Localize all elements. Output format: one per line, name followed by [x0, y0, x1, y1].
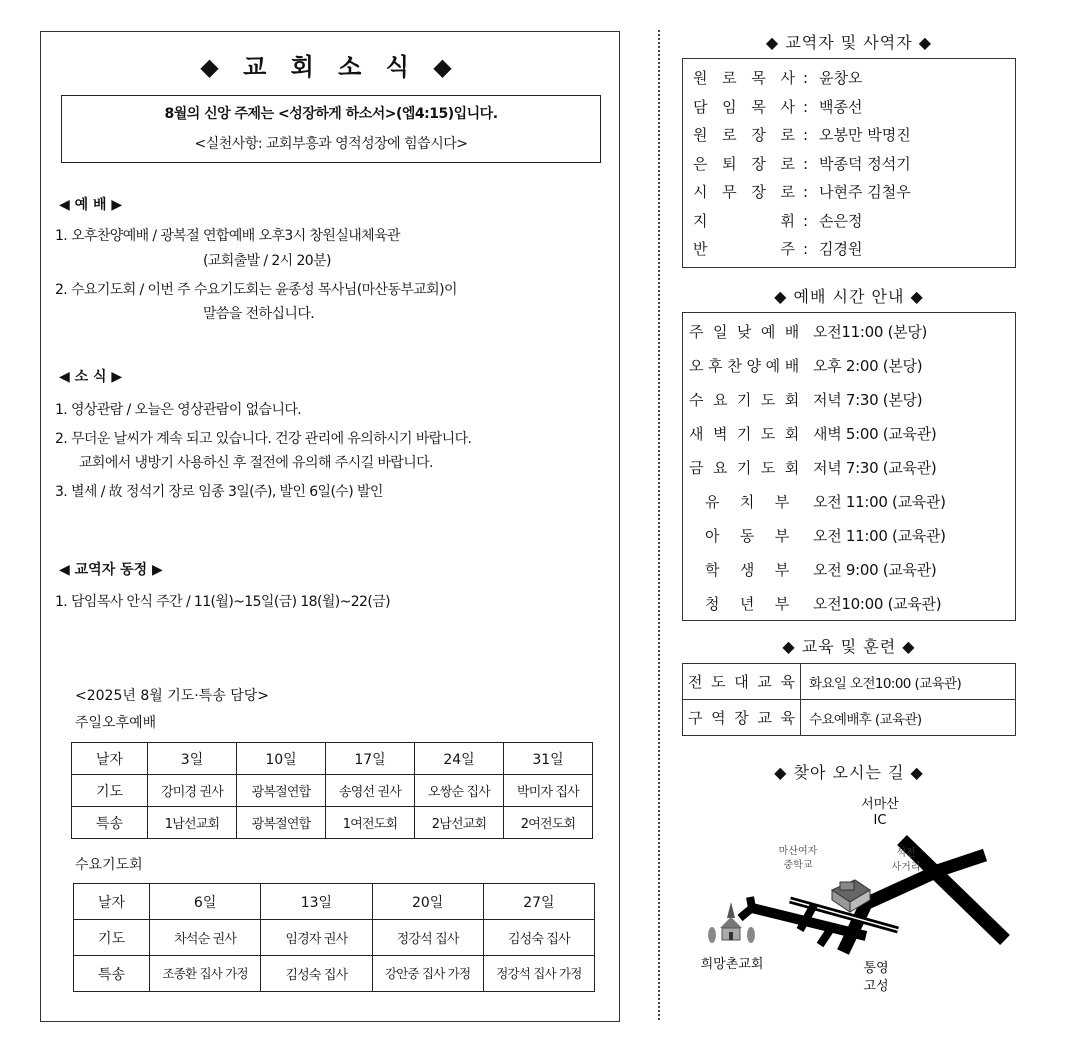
announcements-section-heading: ◀ 소 식 ▶ — [59, 369, 123, 385]
west-road-fork — [740, 897, 752, 918]
label-char: 학 — [705, 561, 720, 579]
label-char: 요 — [712, 459, 728, 477]
staff-role — [693, 178, 803, 207]
staff-box — [682, 58, 1016, 268]
table-cell: 2여전도회 — [504, 807, 593, 839]
table-row — [683, 700, 1016, 736]
education-time: 화요일 오전10:00 (교육관) — [801, 664, 1016, 700]
table-cell: 오쌍순 집사 — [415, 775, 504, 807]
worship-name — [689, 349, 813, 383]
label-char: 도 — [711, 673, 726, 691]
church-news-panel — [40, 31, 620, 1022]
label-char: 장 — [751, 154, 766, 173]
table-cell: 광복절연합 — [237, 775, 326, 807]
colon-separator: : — [803, 69, 809, 87]
staff-names: 오봉만 박명진 — [819, 126, 911, 144]
staff-role — [693, 150, 803, 179]
crossroad-label: 석전 — [896, 848, 916, 859]
table-row — [72, 775, 593, 807]
label-char: 담 — [693, 97, 708, 116]
staff-role — [693, 64, 803, 93]
colon-separator: : — [803, 97, 809, 116]
table-cell: 임경자 권사 — [261, 920, 372, 956]
school-label: 마산여자 — [778, 846, 818, 857]
worship-time: 새벽 5:00 (교육관) — [813, 425, 937, 443]
label-char: 부 — [774, 595, 789, 613]
staff-names: 윤창오 — [819, 69, 863, 87]
staff-role — [693, 121, 803, 150]
staff-row — [693, 121, 1015, 150]
label-char: 휘 — [780, 211, 795, 230]
label-char: 기 — [736, 391, 752, 409]
table-row — [72, 743, 593, 775]
worship-time: 저녁 7:30 (본당) — [813, 391, 923, 409]
table-row — [74, 920, 595, 956]
table-cell: 차석순 권사 — [150, 920, 261, 956]
table-row — [683, 664, 1016, 700]
label-char: 로 — [780, 154, 795, 173]
label-char: 회 — [784, 425, 799, 443]
directions-title: ◆ 찾아 오시는 길 ◆ — [774, 763, 924, 782]
label-char: 로 — [780, 126, 795, 144]
label-char: 육 — [780, 673, 795, 691]
worship-name — [689, 519, 813, 553]
label-char: 부 — [774, 527, 789, 545]
announcement-item-2-cont: 교회에서 냉방기 사용하신 후 절전에 유의해 주시길 바랍니다. — [79, 455, 433, 471]
label-char: 낮 — [736, 323, 752, 341]
worship-name — [689, 553, 813, 587]
school-label-2: 중학교 — [783, 860, 813, 871]
table-cell: 기도 — [72, 775, 148, 807]
education-name-cell — [683, 664, 801, 700]
table-cell: 날자 — [72, 743, 148, 775]
worship-time: 오전 11:00 (교육관) — [813, 493, 946, 511]
wednesday-schedule-table — [73, 883, 595, 992]
table-cell: 1남선교회 — [148, 807, 237, 839]
crossroad-label-2: 사거리 — [891, 862, 921, 873]
label-char: 지 — [693, 211, 708, 230]
table-cell: 13일 — [261, 884, 372, 920]
label-char: 로 — [722, 69, 737, 87]
colon-separator: : — [803, 154, 809, 173]
label-char: 시 — [693, 183, 708, 201]
label-char: 대 — [734, 673, 749, 691]
table-cell: 박미자 집사 — [504, 775, 593, 807]
staff-names: 김경원 — [819, 240, 863, 258]
label-char: 동 — [739, 527, 755, 545]
ic-label: 서마산 — [861, 797, 899, 812]
label-char: 배 — [784, 357, 799, 375]
worship-time-row — [689, 451, 1015, 485]
worship-time-row — [689, 349, 1015, 383]
announcement-item-3: 3. 별세 / 故 정석기 장로 임종 3일(주), 발인 6일(수) 발인 — [55, 484, 383, 500]
label-char: 교 — [757, 709, 772, 727]
label-char: 주 — [689, 323, 704, 341]
label-char: 기 — [736, 459, 752, 477]
highway-road — [902, 840, 1005, 940]
table-cell: 정강석 집사 — [372, 920, 483, 956]
announcement-item-1: 1. 영상관람 / 오늘은 영상관람이 없습니다. — [55, 402, 302, 418]
label-char: 생 — [739, 561, 755, 579]
monthly-theme-box — [61, 95, 601, 163]
minister-item-1: 1. 담임목사 안식 주간 / 11(월)~15일(금) 18(월)~22(금) — [55, 594, 391, 610]
label-char: 부 — [774, 561, 789, 579]
worship-time-row — [689, 417, 1015, 451]
table-cell: 날자 — [74, 884, 150, 920]
label-char: 회 — [784, 459, 799, 477]
table-cell: 조종환 집사 가정 — [150, 956, 261, 992]
label-char: 구 — [688, 709, 703, 727]
sunday-schedule-title: 주일오후예배 — [75, 715, 157, 731]
staff-names: 손은정 — [819, 211, 863, 230]
column-divider — [658, 30, 660, 1020]
staff-row — [693, 64, 1015, 93]
education-time: 수요예배후 (교육관) — [801, 700, 1016, 736]
label-char: 장 — [751, 126, 766, 144]
label-char: 원 — [693, 126, 708, 144]
label-char: 기 — [736, 425, 752, 443]
table-cell: 17일 — [326, 743, 415, 775]
label-char: 주 — [780, 240, 795, 258]
table-cell: 20일 — [372, 884, 483, 920]
staff-row — [693, 235, 1015, 264]
worship-time: 오전 9:00 (교육관) — [813, 561, 937, 579]
worship-name — [689, 587, 813, 621]
table-cell: 3일 — [148, 743, 237, 775]
label-char: 은 — [693, 154, 708, 173]
label-char: 예 — [765, 357, 780, 375]
label-char: 로 — [722, 126, 737, 144]
monthly-theme: 8월의 신앙 주제는 <성장하게 하소서>(엡4:15)입니다. — [164, 106, 498, 122]
label-char: 역 — [711, 709, 726, 727]
table-cell: 김성숙 집사 — [483, 920, 594, 956]
table-cell: 10일 — [237, 743, 326, 775]
label-char: 후 — [708, 357, 723, 375]
ic-label-2: IC — [873, 813, 887, 828]
destination-label-2: 고성 — [863, 979, 889, 994]
announcement-item-2: 2. 무더운 날씨가 계속 되고 있습니다. 건강 관리에 유의하시기 바랍니다. — [55, 431, 472, 447]
label-char: 장 — [734, 709, 749, 727]
destination-label: 통영 — [863, 961, 889, 976]
label-char: 아 — [705, 527, 720, 545]
staff-names: 백종선 — [819, 97, 863, 116]
label-char: 금 — [689, 459, 704, 477]
label-char: 도 — [760, 425, 776, 443]
worship-name — [689, 451, 813, 485]
label-char: 원 — [693, 69, 708, 87]
staff-names: 나현주 김철우 — [819, 183, 911, 201]
worship-time: 오전10:00 (교육관) — [813, 595, 942, 613]
label-char: 유 — [705, 493, 720, 511]
label-char: 치 — [739, 493, 755, 511]
staff-title: ◆ 교역자 및 사역자 ◆ — [765, 33, 933, 52]
worship-time-row — [689, 587, 1015, 621]
label-char: 목 — [751, 97, 766, 116]
table-cell: 1여전도회 — [326, 807, 415, 839]
wednesday-schedule-title: 수요기도회 — [75, 857, 143, 873]
label-char: 교 — [757, 673, 772, 691]
label-char: 부 — [774, 493, 789, 511]
label-char: 요 — [712, 391, 728, 409]
label-char: 청 — [705, 595, 720, 613]
worship-time-row — [689, 519, 1015, 553]
label-char: 양 — [746, 357, 761, 375]
practice-theme: <실천사항: 교회부흥과 영적성장에 힘씁시다> — [194, 136, 468, 152]
table-row — [72, 807, 593, 839]
colon-separator: : — [803, 126, 809, 144]
worship-times-title: ◆ 예배 시간 안내 ◆ — [774, 287, 924, 306]
worship-name — [689, 417, 813, 451]
worship-time-row — [689, 383, 1015, 417]
table-cell: 강안중 집사 가정 — [372, 956, 483, 992]
table-row — [74, 956, 595, 992]
side-road — [820, 930, 830, 945]
table-cell: 송영선 권사 — [326, 775, 415, 807]
worship-time: 오전 11:00 (교육관) — [813, 527, 946, 545]
label-char: 무 — [722, 183, 737, 201]
colon-separator: : — [803, 183, 809, 201]
table-cell: 2남선교회 — [415, 807, 504, 839]
label-char: 오 — [689, 357, 704, 375]
ministers-section-heading: ◀ 교역자 동정 ▶ — [59, 562, 163, 578]
colon-separator: : — [803, 211, 809, 230]
label-char: 벽 — [712, 425, 728, 443]
education-table — [682, 663, 1016, 736]
label-char: 로 — [780, 183, 795, 201]
worship-name — [689, 383, 813, 417]
label-char: 사 — [780, 69, 795, 87]
label-char: 수 — [689, 391, 704, 409]
education-name — [688, 707, 795, 728]
worship-item-2: 2. 수요기도회 / 이번 주 수요기도회는 윤종성 목사님(마산동부교회)이 — [55, 282, 457, 298]
news-title: ◆ 교 회 소 식 ◆ — [200, 53, 460, 81]
table-cell: 강미경 권사 — [148, 775, 237, 807]
directions-map — [680, 790, 1020, 1000]
label-char: 육 — [780, 709, 795, 727]
label-char: 예 — [760, 323, 776, 341]
sunday-schedule-table — [71, 742, 593, 839]
label-char: 도 — [760, 459, 776, 477]
worship-times-box — [682, 312, 1016, 621]
table-cell: 27일 — [483, 884, 594, 920]
label-char: 목 — [751, 69, 766, 87]
label-char: 임 — [722, 97, 737, 116]
table-cell: 6일 — [150, 884, 261, 920]
worship-time: 오후 2:00 (본당) — [813, 357, 923, 375]
label-char: 년 — [739, 595, 755, 613]
staff-names: 박종덕 정석기 — [819, 154, 911, 173]
colon-separator: : — [803, 240, 809, 258]
table-cell: 기도 — [74, 920, 150, 956]
worship-section-heading: ◀ 예 배 ▶ — [59, 197, 123, 213]
table-cell: 24일 — [415, 743, 504, 775]
table-cell: 광복절연합 — [237, 807, 326, 839]
table-row — [74, 884, 595, 920]
label-char: 반 — [693, 240, 708, 258]
label-char: 전 — [688, 673, 703, 691]
label-char: 사 — [780, 97, 795, 116]
education-title: ◆ 교육 및 훈련 ◆ — [782, 637, 916, 656]
worship-time: 저녁 7:30 (교육관) — [813, 459, 937, 477]
table-cell: 김성숙 집사 — [261, 956, 372, 992]
worship-time-row — [689, 553, 1015, 587]
label-char: 일 — [712, 323, 728, 341]
worship-item-1: 1. 오후찬양예배 / 광복절 연합예배 오후3시 창원실내체육관 — [55, 228, 400, 244]
label-char: 도 — [760, 391, 776, 409]
staff-row — [693, 150, 1015, 179]
church-label: 희망촌교회 — [700, 957, 764, 972]
worship-name — [689, 315, 813, 349]
table-cell: 31일 — [504, 743, 593, 775]
label-char: 배 — [784, 323, 799, 341]
label-char: 새 — [689, 425, 704, 443]
worship-time-row — [689, 315, 1015, 349]
worship-item-2-cont: 말씀을 전하십니다. — [203, 306, 315, 322]
table-cell: 특송 — [74, 956, 150, 992]
staff-role — [693, 235, 803, 264]
staff-role — [693, 207, 803, 236]
schedule-title: <2025년 8월 기도·특송 담당> — [75, 688, 269, 704]
table-cell: 특송 — [72, 807, 148, 839]
education-name — [688, 671, 795, 692]
worship-item-1-cont: (교회출발 / 2시 20분) — [203, 253, 331, 269]
worship-time: 오전11:00 (본당) — [813, 323, 928, 341]
label-char: 퇴 — [722, 154, 737, 173]
worship-time-row — [689, 485, 1015, 519]
label-char: 찬 — [727, 357, 742, 375]
label-char: 장 — [751, 183, 766, 201]
staff-row — [693, 178, 1015, 207]
label-char: 회 — [784, 391, 799, 409]
staff-role — [693, 93, 803, 122]
worship-name — [689, 485, 813, 519]
staff-row — [693, 93, 1015, 122]
staff-row — [693, 207, 1015, 236]
education-name-cell — [683, 700, 801, 736]
table-cell: 정강석 집사 가정 — [483, 956, 594, 992]
